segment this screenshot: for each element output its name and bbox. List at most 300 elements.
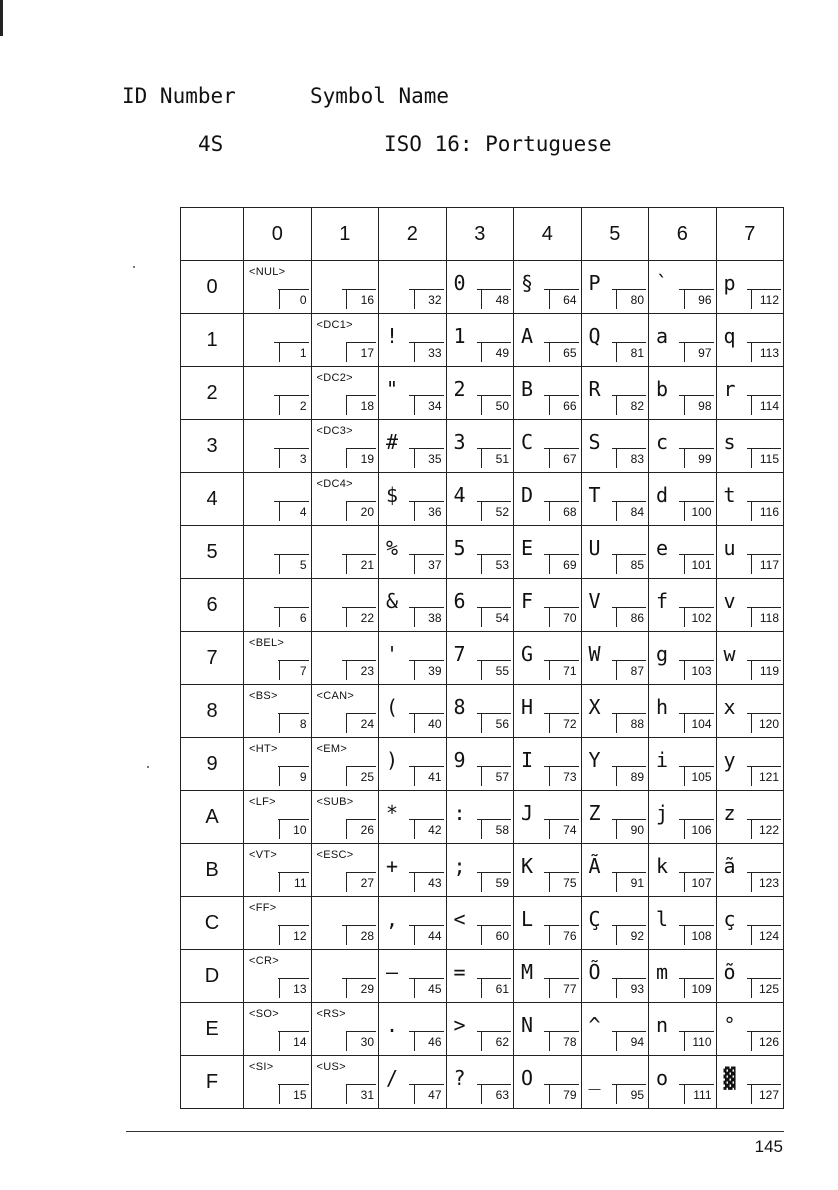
row-header-6: 6 (181, 579, 244, 632)
decimal-code-box: 66 (549, 395, 579, 415)
character-glyph: õ (723, 960, 736, 984)
char-cell (244, 950, 312, 1003)
character-glyph: = (453, 960, 466, 984)
char-cell (311, 261, 379, 314)
character-glyph: l (656, 907, 669, 931)
decimal-code-box: 70 (549, 607, 579, 627)
char-cell (379, 1003, 447, 1056)
decimal-code-box: 67 (549, 448, 579, 468)
char-cell (379, 685, 447, 738)
char-cell (649, 473, 717, 526)
decimal-code-box: 39 (414, 660, 444, 680)
decimal-code-box: 46 (414, 1031, 444, 1051)
decimal-code-box: 79 (549, 1084, 579, 1104)
char-cell (244, 632, 312, 685)
table-row (181, 950, 784, 1003)
character-glyph: 2 (453, 377, 466, 401)
char-cell (716, 685, 784, 738)
decimal-code-box: 109 (684, 978, 714, 998)
decimal-code-box: 13 (279, 978, 309, 998)
decimal-code-box: 22 (346, 607, 376, 627)
character-glyph: 4 (453, 483, 466, 507)
char-cell (514, 844, 582, 897)
decimal-code-box: 62 (481, 1031, 511, 1051)
character-glyph: t (723, 483, 736, 507)
decimal-code-box: 18 (346, 395, 376, 415)
char-cell (379, 791, 447, 844)
char-cell (716, 897, 784, 950)
decimal-code-box: 59 (481, 872, 511, 892)
table-row (181, 473, 784, 526)
char-cell (379, 738, 447, 791)
decimal-code-box: 27 (346, 872, 376, 892)
char-cell (379, 632, 447, 685)
table-row (181, 1003, 784, 1056)
character-glyph: > (453, 1013, 466, 1037)
character-glyph: N (521, 1013, 534, 1037)
decimal-code-box: 108 (684, 925, 714, 945)
character-glyph: h (656, 695, 669, 719)
char-cell (581, 579, 649, 632)
table-row (181, 685, 784, 738)
decimal-code-box: 86 (616, 607, 646, 627)
decimal-code-box: 74 (549, 819, 579, 839)
char-cell (379, 420, 447, 473)
decimal-code-box: 116 (751, 501, 781, 521)
decimal-code-box: 117 (751, 554, 781, 574)
char-cell (311, 897, 379, 950)
character-glyph: S (588, 430, 601, 454)
control-code-label: <DC4> (316, 478, 353, 490)
character-glyph: 0 (453, 271, 466, 295)
character-glyph: 6 (453, 589, 466, 613)
decimal-code-box: 90 (616, 819, 646, 839)
character-glyph: – (386, 960, 399, 984)
decimal-code-box: 7 (279, 660, 309, 680)
character-glyph: b (656, 377, 669, 401)
char-cell (581, 950, 649, 1003)
character-glyph: ? (453, 1066, 466, 1090)
decimal-code-box: 28 (346, 925, 376, 945)
character-glyph: C (521, 430, 534, 454)
column-header-3: 3 (446, 208, 514, 261)
character-glyph: p (723, 271, 736, 295)
decimal-code-box: 80 (616, 289, 646, 309)
char-cell (514, 420, 582, 473)
row-header-2: 2 (181, 367, 244, 420)
character-glyph: i (656, 748, 669, 772)
char-cell (446, 897, 514, 950)
char-cell (581, 1056, 649, 1109)
control-code-label: <LF> (249, 796, 276, 808)
character-glyph: d (656, 483, 669, 507)
char-cell (446, 261, 514, 314)
char-cell (379, 897, 447, 950)
char-cell (649, 897, 717, 950)
character-glyph: 1 (453, 324, 466, 348)
char-cell (581, 314, 649, 367)
character-glyph: Y (588, 748, 601, 772)
char-cell (446, 473, 514, 526)
char-cell (379, 844, 447, 897)
row-header-F: F (181, 1056, 244, 1109)
decimal-code-box: 14 (279, 1031, 309, 1051)
char-cell (446, 632, 514, 685)
character-glyph: j (656, 801, 669, 825)
row-header-8: 8 (181, 685, 244, 738)
decimal-code-box: 85 (616, 554, 646, 574)
char-cell (716, 420, 784, 473)
character-glyph: 5 (453, 536, 466, 560)
char-cell (379, 526, 447, 579)
character-glyph: e (656, 536, 669, 560)
char-cell (649, 261, 717, 314)
column-header-1: 1 (311, 208, 379, 261)
decimal-code-box: 29 (346, 978, 376, 998)
table-row (181, 738, 784, 791)
character-glyph: ç (723, 907, 736, 931)
decimal-code-box: 78 (549, 1031, 579, 1051)
decimal-code-box: 69 (549, 554, 579, 574)
footer-rule (126, 1131, 784, 1132)
char-cell (581, 791, 649, 844)
char-cell (244, 473, 312, 526)
char-cell (514, 1003, 582, 1056)
character-glyph: v (723, 589, 736, 613)
char-cell (716, 526, 784, 579)
character-glyph: § (521, 271, 534, 295)
char-cell (514, 791, 582, 844)
character-glyph: J (521, 801, 534, 825)
decimal-code-box: 113 (751, 342, 781, 362)
decimal-code-box: 33 (414, 342, 444, 362)
decimal-code-box: 19 (346, 448, 376, 468)
char-cell (581, 1003, 649, 1056)
row-header-7: 7 (181, 632, 244, 685)
decimal-code-box: 41 (414, 766, 444, 786)
decimal-code-box: 60 (481, 925, 511, 945)
char-cell (244, 420, 312, 473)
decimal-code-box: 82 (616, 395, 646, 415)
char-cell (244, 1003, 312, 1056)
char-cell (446, 844, 514, 897)
control-code-label: <FF> (249, 902, 277, 914)
symbol-name-value: ISO 16: Portuguese (384, 132, 612, 156)
decimal-code-box: 120 (751, 713, 781, 733)
decimal-code-box: 49 (481, 342, 511, 362)
decimal-code-box: 45 (414, 978, 444, 998)
decimal-code-box: 93 (616, 978, 646, 998)
control-code-label: <HT> (249, 743, 278, 755)
decimal-code-box: 89 (616, 766, 646, 786)
decimal-code-box: 35 (414, 448, 444, 468)
character-glyph: ` (656, 271, 669, 295)
table-row (181, 844, 784, 897)
decimal-code-box: 122 (751, 819, 781, 839)
character-glyph: r (723, 377, 736, 401)
decimal-code-box: 24 (346, 713, 376, 733)
character-glyph: a (656, 324, 669, 348)
character-glyph: 8 (453, 695, 466, 719)
table-row (181, 791, 784, 844)
character-glyph: H (521, 695, 534, 719)
decimal-code-box: 65 (549, 342, 579, 362)
corner-cell (181, 208, 244, 261)
control-code-label: <CAN> (316, 690, 355, 702)
character-glyph: M (521, 960, 534, 984)
decimal-code-box: 58 (481, 819, 511, 839)
char-cell (244, 367, 312, 420)
character-glyph: 7 (453, 642, 466, 666)
decimal-code-box: 127 (751, 1084, 781, 1104)
character-glyph: ' (386, 642, 399, 666)
char-cell (311, 420, 379, 473)
decimal-code-box: 64 (549, 289, 579, 309)
char-cell (514, 261, 582, 314)
decimal-code-box: 110 (684, 1031, 714, 1051)
row-header-4: 4 (181, 473, 244, 526)
char-cell (446, 526, 514, 579)
char-cell (446, 685, 514, 738)
control-code-label: <SI> (249, 1061, 274, 1073)
char-cell (514, 526, 582, 579)
char-cell (379, 314, 447, 367)
decimal-code-box: 16 (346, 289, 376, 309)
decimal-code-box: 76 (549, 925, 579, 945)
page-number: 145 (754, 1137, 783, 1156)
decimal-code-box: 98 (684, 395, 714, 415)
character-glyph: L (521, 907, 534, 931)
character-glyph: " (386, 377, 399, 401)
char-cell (311, 844, 379, 897)
char-cell (311, 738, 379, 791)
decimal-code-box: 51 (481, 448, 511, 468)
character-glyph: s (723, 430, 736, 454)
char-cell (514, 950, 582, 1003)
char-cell (649, 579, 717, 632)
character-glyph: % (386, 536, 399, 560)
char-cell (244, 685, 312, 738)
char-cell (244, 897, 312, 950)
decimal-code-box: 61 (481, 978, 511, 998)
decimal-code-box: 88 (616, 713, 646, 733)
character-glyph: P (588, 271, 601, 295)
char-cell (581, 367, 649, 420)
character-glyph: _ (588, 1066, 601, 1090)
character-glyph: Ç (588, 907, 601, 931)
char-cell (716, 844, 784, 897)
control-code-label: <SO> (249, 1008, 279, 1020)
char-cell (649, 367, 717, 420)
decimal-code-box: 12 (279, 925, 309, 945)
decimal-code-box: 68 (549, 501, 579, 521)
character-glyph: c (656, 430, 669, 454)
decimal-code-box: 2 (279, 395, 309, 415)
character-glyph: g (656, 642, 669, 666)
char-cell (311, 367, 379, 420)
decimal-code-box: 4 (279, 501, 309, 521)
decimal-code-box: 75 (549, 872, 579, 892)
character-glyph: o (656, 1066, 669, 1090)
scan-speck (147, 766, 149, 768)
character-glyph: K (521, 854, 534, 878)
id-number-value: 4S (198, 132, 224, 156)
control-code-label: <NUL> (249, 266, 286, 278)
char-cell (244, 844, 312, 897)
decimal-code-box: 97 (684, 342, 714, 362)
character-glyph: 3 (453, 430, 466, 454)
character-glyph: ! (386, 324, 399, 348)
decimal-code-box: 42 (414, 819, 444, 839)
decimal-code-box: 55 (481, 660, 511, 680)
char-cell (514, 367, 582, 420)
decimal-code-box: 30 (346, 1031, 376, 1051)
table-row (181, 367, 784, 420)
char-cell (716, 473, 784, 526)
character-glyph: T (588, 483, 601, 507)
table-row (181, 579, 784, 632)
decimal-code-box: 37 (414, 554, 444, 574)
decimal-code-box: 0 (279, 289, 309, 309)
char-cell (581, 420, 649, 473)
row-header-A: A (181, 791, 244, 844)
character-glyph: y (723, 748, 736, 772)
character-glyph: I (521, 748, 534, 772)
decimal-code-box: 101 (684, 554, 714, 574)
char-cell (649, 791, 717, 844)
control-code-label: <EM> (316, 743, 348, 755)
character-glyph: F (521, 589, 534, 613)
control-code-label: <DC3> (316, 425, 353, 437)
character-glyph: & (386, 589, 399, 613)
char-cell (514, 579, 582, 632)
character-table (180, 207, 784, 1109)
char-cell (716, 314, 784, 367)
table-row (181, 897, 784, 950)
decimal-code-box: 31 (346, 1084, 376, 1104)
char-cell (446, 420, 514, 473)
char-cell (244, 261, 312, 314)
char-cell (649, 1056, 717, 1109)
character-glyph: 9 (453, 748, 466, 772)
character-glyph: m (656, 960, 669, 984)
scan-speck (133, 266, 135, 268)
decimal-code-box: 50 (481, 395, 511, 415)
decimal-code-box: 81 (616, 342, 646, 362)
character-glyph: W (588, 642, 601, 666)
decimal-code-box: 8 (279, 713, 309, 733)
character-glyph: ) (386, 748, 399, 772)
char-cell (244, 526, 312, 579)
decimal-code-box: 87 (616, 660, 646, 680)
decimal-code-box: 105 (684, 766, 714, 786)
character-glyph: A (521, 324, 534, 348)
decimal-code-box: 96 (684, 289, 714, 309)
char-cell (716, 791, 784, 844)
character-glyph: B (521, 377, 534, 401)
character-glyph: x (723, 695, 736, 719)
char-cell (446, 1056, 514, 1109)
char-cell (581, 473, 649, 526)
char-cell (514, 473, 582, 526)
decimal-code-box: 52 (481, 501, 511, 521)
row-header-D: D (181, 950, 244, 1003)
decimal-code-box: 43 (414, 872, 444, 892)
decimal-code-box: 111 (684, 1084, 714, 1104)
character-glyph: R (588, 377, 601, 401)
decimal-code-box: 1 (279, 342, 309, 362)
decimal-code-box: 103 (684, 660, 714, 680)
control-code-label: <DC1> (316, 319, 353, 331)
char-cell (446, 314, 514, 367)
char-cell (244, 1056, 312, 1109)
character-glyph: G (521, 642, 534, 666)
character-glyph: ã (723, 854, 736, 878)
char-cell (716, 1056, 784, 1109)
decimal-code-box: 121 (751, 766, 781, 786)
decimal-code-box: 36 (414, 501, 444, 521)
character-glyph: q (723, 324, 736, 348)
decimal-code-box: 102 (684, 607, 714, 627)
char-cell (379, 1056, 447, 1109)
char-cell (379, 261, 447, 314)
column-header-6: 6 (649, 208, 717, 261)
char-cell (379, 950, 447, 1003)
table-row (181, 420, 784, 473)
char-cell (716, 261, 784, 314)
column-header-row (181, 208, 784, 261)
column-header-2: 2 (379, 208, 447, 261)
decimal-code-box: 92 (616, 925, 646, 945)
char-cell (446, 579, 514, 632)
char-cell (244, 791, 312, 844)
character-glyph: ▓ (723, 1066, 736, 1090)
character-glyph: f (656, 589, 669, 613)
character-glyph: * (386, 801, 399, 825)
char-cell (649, 738, 717, 791)
control-code-label: <US> (316, 1061, 346, 1073)
char-cell (716, 632, 784, 685)
char-cell (581, 844, 649, 897)
decimal-code-box: 77 (549, 978, 579, 998)
char-cell (514, 314, 582, 367)
char-cell (446, 791, 514, 844)
decimal-code-box: 17 (346, 342, 376, 362)
decimal-code-box: 20 (346, 501, 376, 521)
character-glyph: z (723, 801, 736, 825)
row-header-B: B (181, 844, 244, 897)
decimal-code-box: 94 (616, 1031, 646, 1051)
char-cell (446, 738, 514, 791)
char-cell (716, 367, 784, 420)
char-cell (716, 579, 784, 632)
decimal-code-box: 38 (414, 607, 444, 627)
decimal-code-box: 119 (751, 660, 781, 680)
character-glyph: w (723, 642, 736, 666)
char-cell (649, 632, 717, 685)
decimal-code-box: 34 (414, 395, 444, 415)
character-glyph: n (656, 1013, 669, 1037)
character-glyph: : (453, 801, 466, 825)
table-row (181, 261, 784, 314)
char-cell (514, 738, 582, 791)
character-glyph: Z (588, 801, 601, 825)
column-header-4: 4 (514, 208, 582, 261)
character-glyph: k (656, 854, 669, 878)
char-cell (244, 738, 312, 791)
char-cell (311, 314, 379, 367)
character-glyph: Ã (588, 854, 601, 878)
